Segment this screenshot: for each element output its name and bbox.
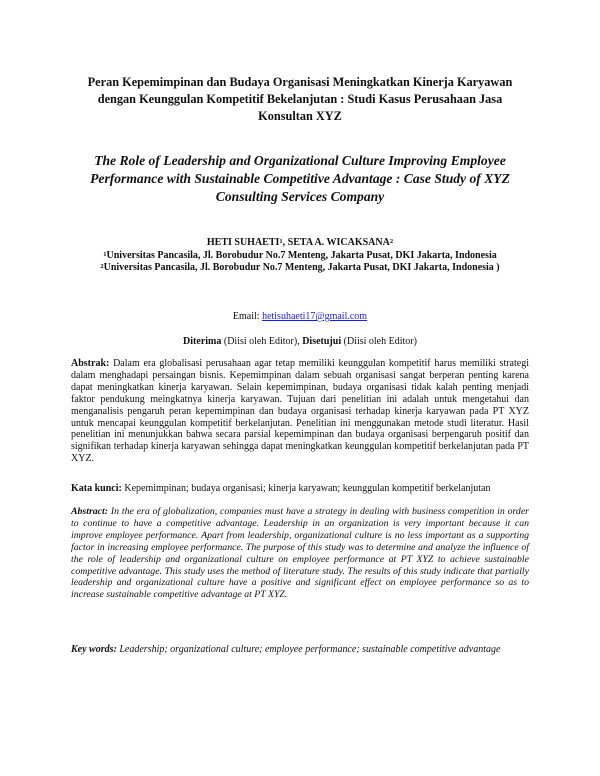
author-line	[207, 237, 393, 248]
keywords-indonesian	[71, 483, 529, 494]
affiliation-superscript: 2	[100, 263, 104, 271]
author-block	[100, 237, 500, 275]
keywords-en-label: Key words:	[71, 644, 117, 655]
affiliation-text: Universitas Pancasila, Jl. Borobudur No.7 Menteng, Jakarta Pusat, DKI Jakarta, Indonesia )	[103, 262, 500, 274]
abstract-en-text: In the era of globalization, companies must have a strategy in dealing with business competition in order to continue to have a competitive advantage. Leadership in an organization is very important because it can improve employee performance. Apart from leadership, organizational culture is no less important as a supporting factor in increasing employee performance. The purpose of this study was to determine and analyze the influence of the role of leadership and organizational culture on employee performance at PT XYZ to achieve sustainable competitive advantage. This study uses the method of literature study. The results of this study indicate that partially leadership and organizational culture have a positive and significant effect on employee performance so as to increase sustainable competitive advantage at PT XYZ.	[71, 506, 529, 601]
abstract-id-label: Abstrak:	[71, 358, 110, 369]
received-line	[71, 336, 529, 347]
email-label: Email:	[232, 311, 263, 322]
email-link[interactable]: hetisuhaeti17@gmail.com	[262, 311, 368, 322]
affiliation-superscript: 1	[103, 250, 107, 258]
author-name: SETA A. WICAKSANA	[287, 237, 390, 248]
keywords-english	[71, 644, 529, 656]
received-value: (Diisi oleh Editor),	[221, 336, 303, 347]
abstract-english	[71, 506, 529, 601]
abstract-indonesian	[71, 358, 529, 465]
approved-label: Disetujui	[302, 336, 342, 347]
keywords-id-label: Kata kunci:	[71, 483, 122, 494]
email-line	[71, 311, 529, 322]
keywords-en-text: Leadership; organizational culture; employee performance; sustainable competitive advantage	[116, 644, 501, 655]
received-label: Diterima	[183, 336, 222, 347]
keywords-id-text: Kepemimpinan; budaya organisasi; kinerja karyawan; keunggulan kompetitif berkelanjutan	[121, 483, 491, 494]
title-indonesian: Peran Kepemimpinan dan Budaya Organisasi Meningkatkan Kinerja Karyawan dengan Keunggulan Kompetitif Bekelanjutan : Studi Kasus Perusahaan Jasa Konsultan XYZ	[87, 75, 513, 123]
author-separator: ,	[282, 237, 288, 248]
title-english: The Role of Leadership and Organizational Culture Improving Employee Performance with Sustainable Competitive Advantage : Case Study of XYZ Consulting Services Company	[90, 153, 510, 204]
affiliation-text: Universitas Pancasila, Jl. Borobudur No.7 Menteng, Jakarta Pusat, DKI Jakarta, Indonesia	[106, 249, 497, 261]
author-superscript: 2	[389, 238, 394, 245]
author-name: HETI SUHAETI	[206, 237, 280, 248]
approved-value: (Diisi oleh Editor)	[341, 336, 417, 347]
affiliation-1	[100, 250, 500, 263]
affiliation-2	[100, 262, 500, 275]
abstract-id-text: Dalam era globalisasi perusahaan agar tetap memiliki keunggulan kompetitif harus memiliki strategi dalam menghadapi persaingan bisnis. Kepemimpinan dalam sebuah organisasi sangat berperan penting karena dapat meningkatkan kinerja karyawan. Selain kepemimpinan, budaya organisasi tidak kalah penting menjadi faktor pendukung meingkatnya kinerja karyawan. Tujuan dari penelitian ini adalah untuk mengetahui dan menganalisis pengaruh peran kepemimpinan dan budaya organisasi terhadap kinerja karyawan pada PT XYZ untuk mencapai keunggulan kompetitif berkelanjutan. Penelitian ini menggunakan metode studi literatur. Hasil penelitian ini menunjukkan bahwa secara parsial kepemimpinan dan budaya organisasi berpengaruh positif dan signifikan terhadap kinerja karyawan sehingga dapat meningkatkan keunggulan kompetitif berkelanjutan pada PT XYZ.	[71, 358, 529, 465]
abstract-en-label: Abstract:	[71, 506, 109, 517]
author-superscript: 1	[279, 238, 283, 245]
